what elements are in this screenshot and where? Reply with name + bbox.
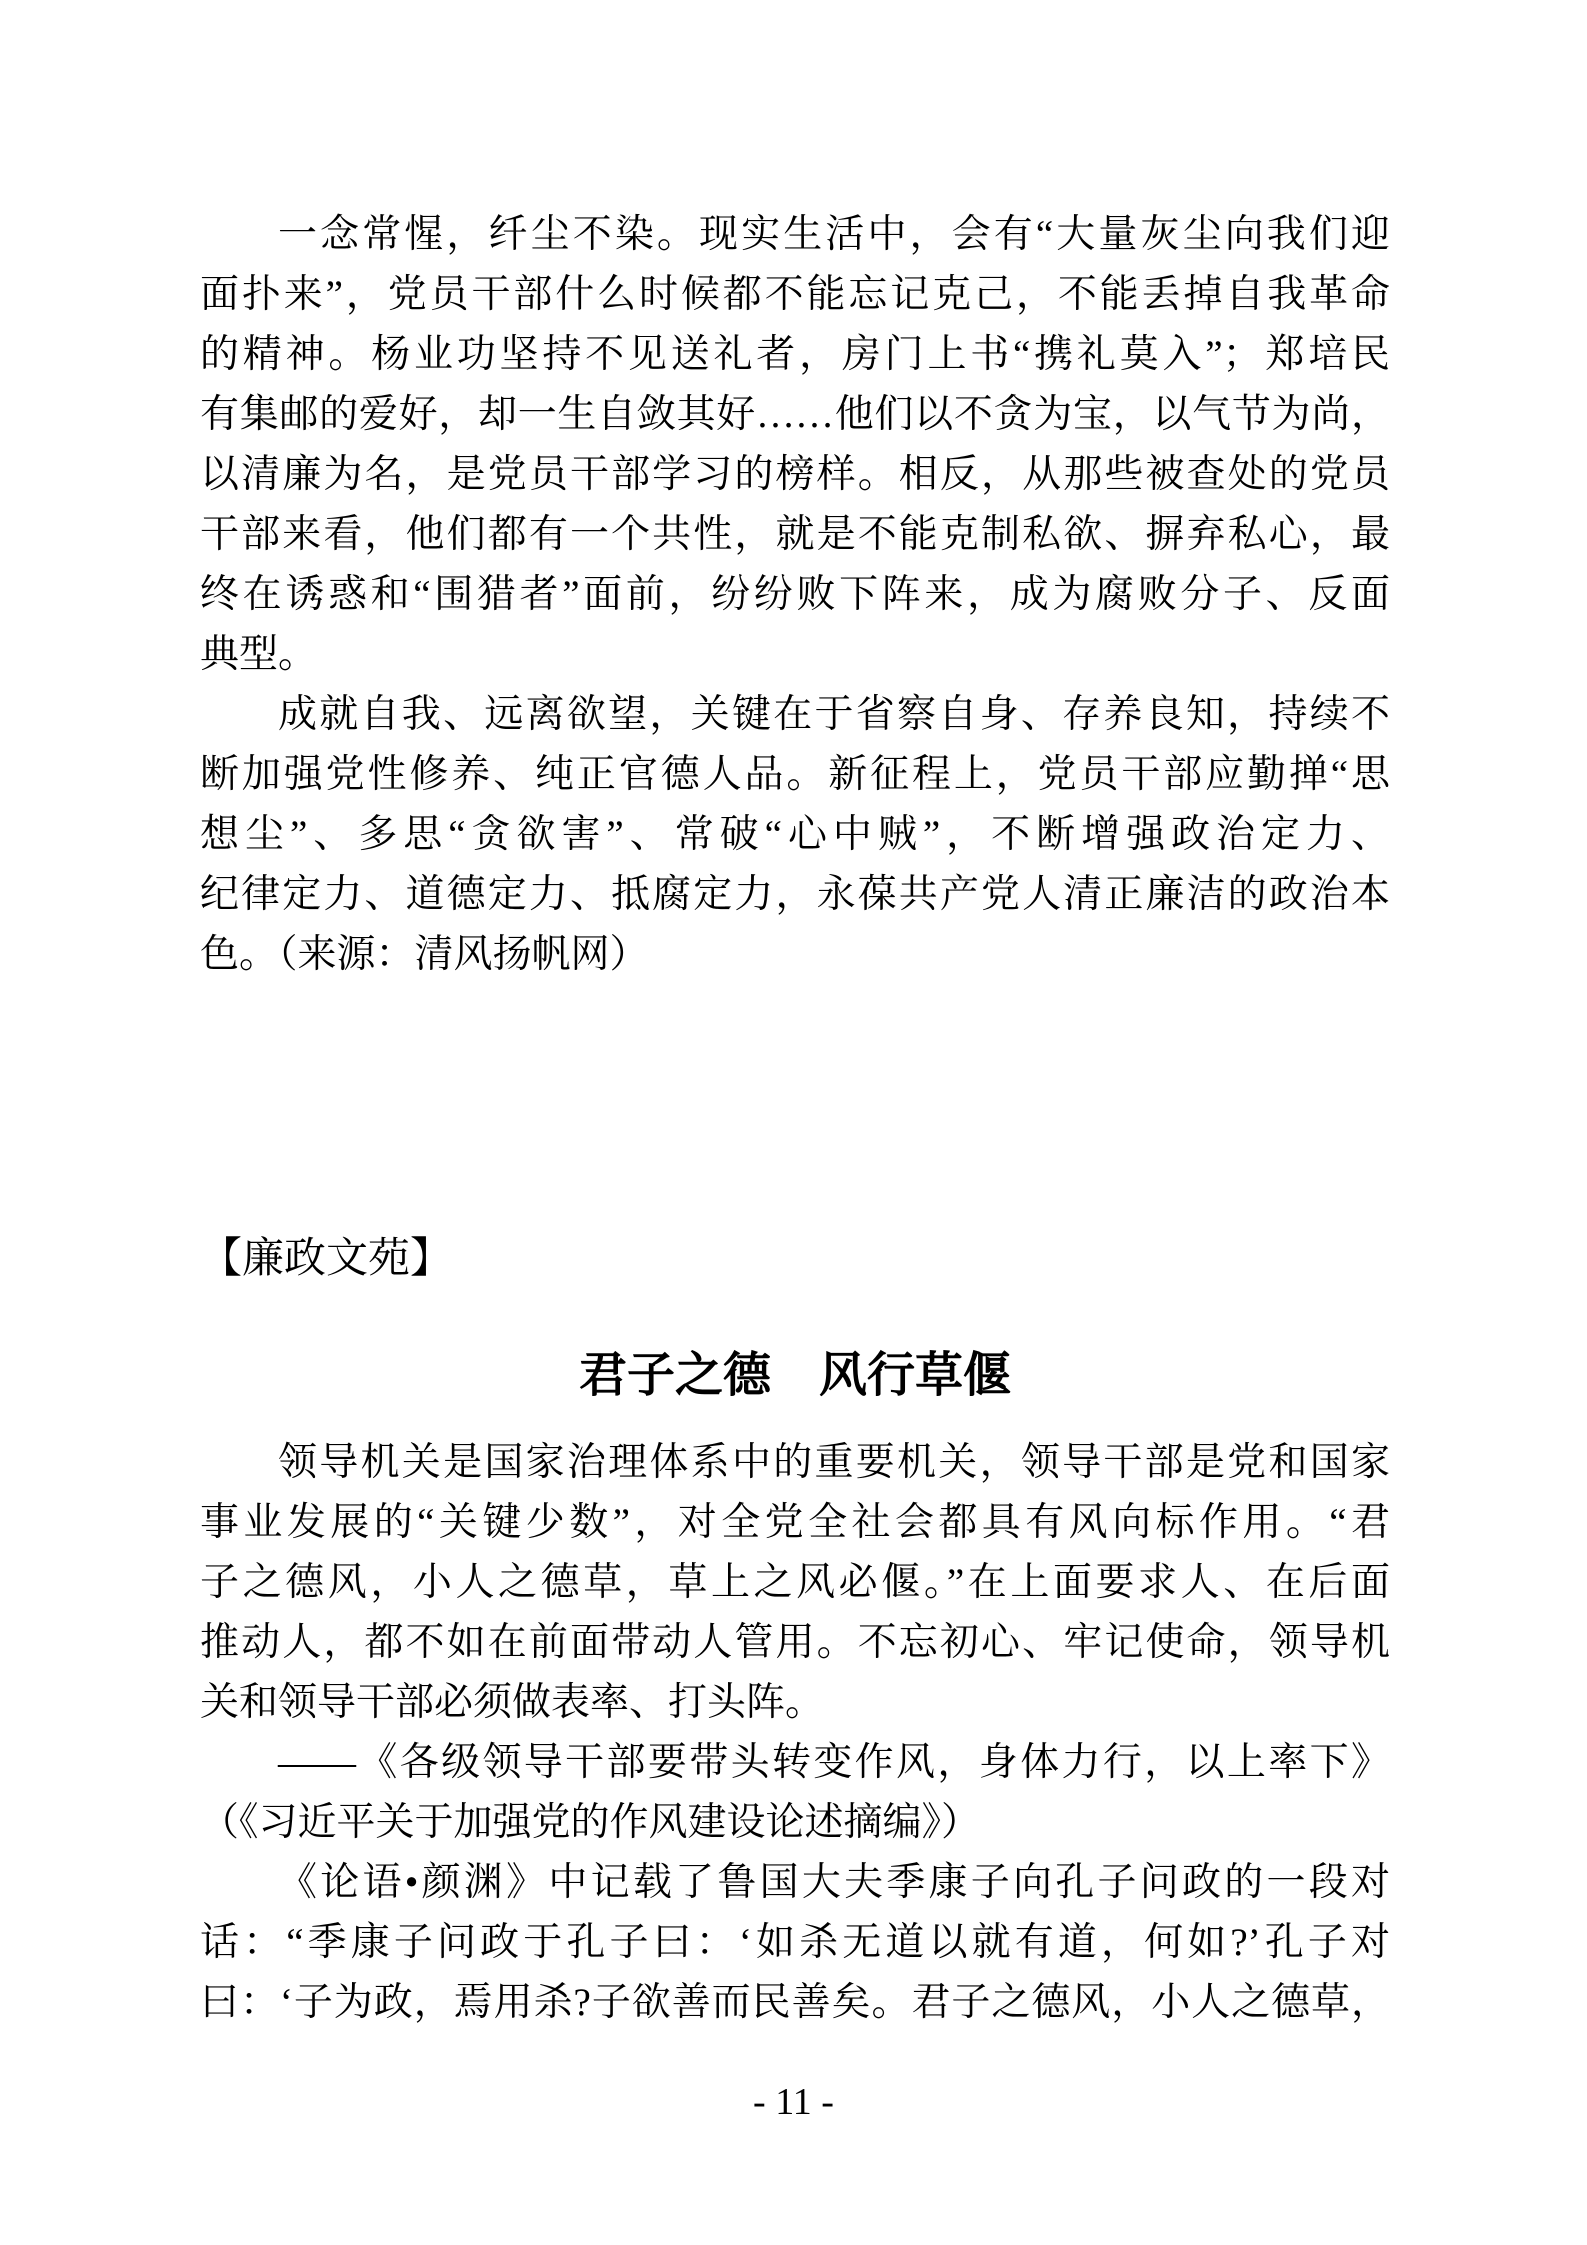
paragraph-lead [200,1433,1390,1733]
article-title: 君子之德 风行草偃 [578,1349,1011,1402]
text-line: 曰：‘子为政，焉用杀?子欲善而民善矣。君子之德风，小人之德草， [200,1981,1390,2024]
text-line: 关和领导干部必须做表率、打头阵。 [200,1681,825,1724]
section-heading: 【廉政文苑】 [200,1236,453,1282]
article-junzi-zhide [200,1433,1390,2033]
text-line: 《论语•颜渊》中记载了鲁国大夫季康子向孔子问政的一段对 [278,1861,1390,1904]
text-line: 的精神。杨业功坚持不见送礼者，房门上书“携礼莫入”；郑培民 [200,333,1390,376]
article-integrity [200,205,1390,985]
paragraph-self-discipline [200,205,1390,685]
text-line: 子之德风，小人之德草，草上之风必偃。”在上面要求人、在后面 [200,1561,1390,1604]
text-line: 色。（来源：清风扬帆网） [200,933,649,976]
quote-source-line: （《习近平关于加强党的作风建设论述摘编》） [200,1801,981,1844]
page-content [200,205,1390,2033]
text-line: 领导机关是国家治理体系中的重要机关，领导干部是党和国家 [278,1441,1390,1484]
text-line: 话：“季康子问政于孔子曰：‘如杀无道以就有道，何如?’孔子对 [200,1921,1390,1964]
text-line: 事业发展的“关键少数”，对全党全社会都具有风向标作用。“君 [200,1501,1390,1544]
text-line: 成就自我、远离欲望，关键在于省察自身、存养良知，持续不 [278,693,1390,736]
paragraph-analects [200,1853,1390,2033]
text-line: 以清廉为名，是党员干部学习的榜样。相反，从那些被查处的党员 [200,453,1390,496]
text-line: 典型。 [200,633,318,676]
quote-attribution-line: ——《各级领导干部要带头转变作风，身体力行，以上率下》 [278,1741,1390,1784]
text-line: 面扑来”，党员干部什么时候都不能忘记克己，不能丢掉自我革命 [200,273,1390,316]
text-line: 断加强党性修养、纯正官德人品。新征程上，党员干部应勤掸“思 [200,753,1390,796]
text-line: 纪律定力、道德定力、抵腐定力，永葆共产党人清正廉洁的政治本 [200,873,1390,916]
text-line: 有集邮的爱好，却一生自敛其好……他们以不贪为宝，以气节为尚， [200,393,1390,436]
text-line: 想尘”、多思“贪欲害”、常破“心中贼”，不断增强政治定力、 [200,813,1390,856]
text-line: 终在诱惑和“围猎者”面前，纷纷败下阵来，成为腐败分子、反面 [200,573,1390,616]
text-line: 干部来看，他们都有一个共性，就是不能克制私欲、摒弃私心，最 [200,513,1390,556]
paragraph-conclusion [200,685,1390,985]
text-line: 推动人，都不如在前面带动人管用。不忘初心、牢记使命，领导机 [200,1621,1390,1664]
text-line: 一念常惺，纤尘不染。现实生活中，会有“大量灰尘向我们迎 [278,213,1390,256]
page-number: - 11 - [753,2081,834,2123]
